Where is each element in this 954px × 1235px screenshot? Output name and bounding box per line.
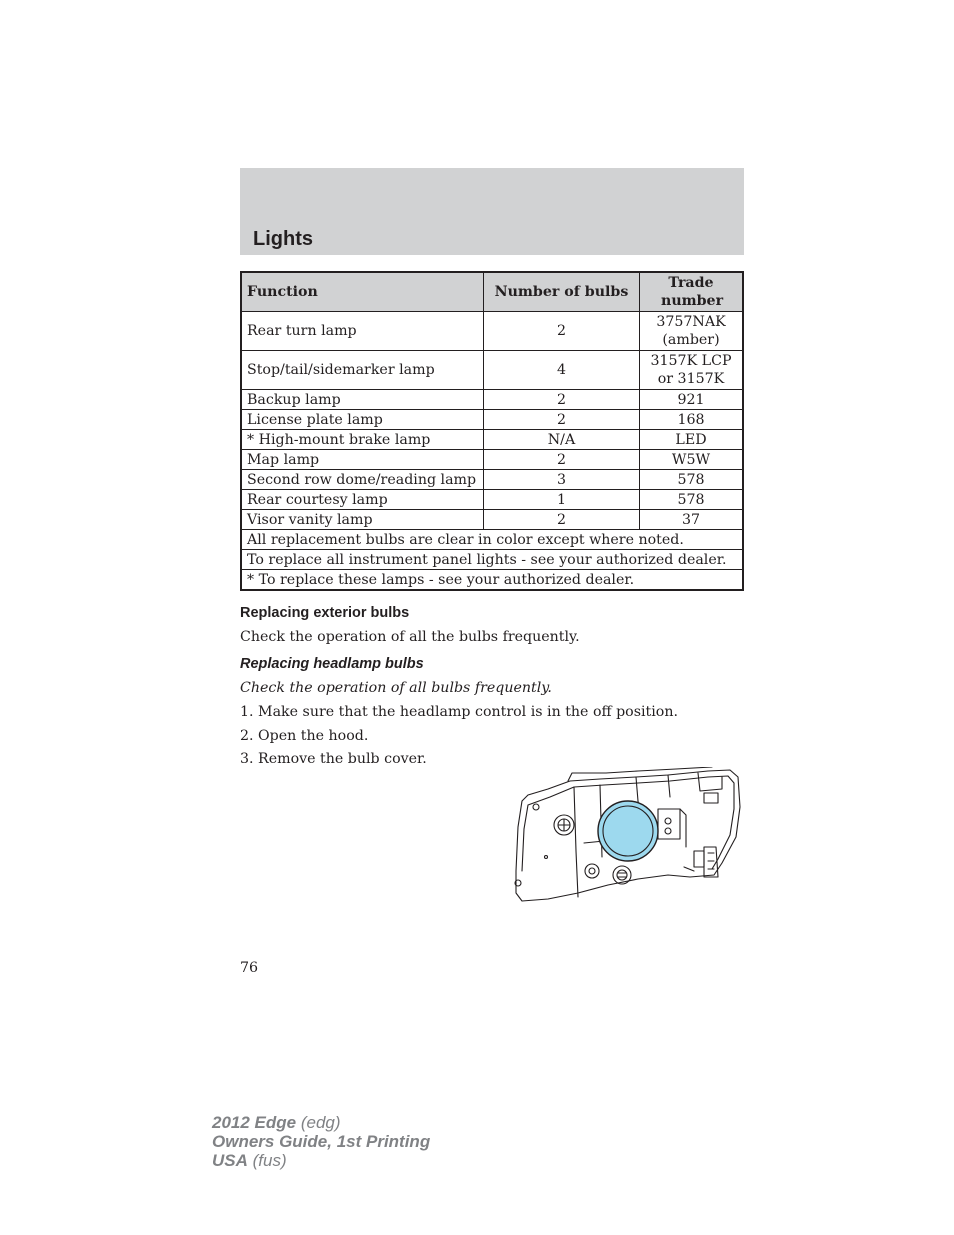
function-cell: Map lamp: [241, 450, 484, 470]
table-row: [241, 430, 743, 450]
table-row: [241, 410, 743, 430]
trade-cell: 578: [640, 470, 744, 490]
bulbs-cell: 1: [484, 490, 640, 510]
function-cell: License plate lamp: [241, 410, 484, 430]
headlamp-assembly-illustration: [508, 767, 744, 903]
trade-cell: W5W: [640, 450, 744, 470]
trade-line: 3157K LCP: [650, 353, 732, 369]
step-item: 2. Open the hood.: [240, 728, 369, 744]
bulbs-cell: 2: [484, 450, 640, 470]
table-note-row: [241, 550, 743, 570]
trade-header-text: Trade number: [661, 275, 724, 309]
trade-cell: [640, 312, 744, 351]
bulb-table: [240, 271, 744, 591]
column-header-function: Function: [241, 272, 484, 312]
table-note-row: [241, 570, 743, 591]
footer-line: [212, 1151, 430, 1170]
table-note: To replace all instrument panel lights - see your authorized dealer.: [241, 550, 743, 570]
footer-publication-info: [212, 1113, 430, 1170]
table-header-row: [241, 272, 743, 312]
function-cell: Second row dome/reading lamp: [241, 470, 484, 490]
footer-line: [212, 1113, 430, 1132]
function-cell: Stop/tail/sidemarker lamp: [241, 351, 484, 390]
table-row: [241, 351, 743, 390]
function-cell: Rear courtesy lamp: [241, 490, 484, 510]
trade-line: (amber): [662, 332, 720, 348]
table-note-row: [241, 530, 743, 550]
footer-model-code: (edg): [300, 1113, 341, 1132]
function-cell: Rear turn lamp: [241, 312, 484, 351]
section-title: Lights: [253, 228, 313, 250]
footer-guide: Owners Guide, 1st Printing: [212, 1132, 431, 1151]
table-row: [241, 312, 743, 351]
table-note: * To replace these lamps - see your authorized dealer.: [241, 570, 743, 591]
trade-cell: 168: [640, 410, 744, 430]
trade-cell: 37: [640, 510, 744, 530]
table-row: [241, 510, 743, 530]
table-row: [241, 490, 743, 510]
section-heading: Replacing exterior bulbs: [240, 605, 410, 621]
section-header-band: [240, 168, 744, 255]
italic-note: Check the operation of all bulbs frequently.: [240, 680, 552, 696]
bulbs-cell: 3: [484, 470, 640, 490]
trade-cell: [640, 351, 744, 390]
step-item: 1. Make sure that the headlamp control is in the off position.: [240, 704, 678, 720]
table-row: [241, 450, 743, 470]
trade-line: or 3157K: [657, 371, 725, 387]
step-item: 3. Remove the bulb cover.: [240, 751, 427, 767]
bulbs-cell: 2: [484, 510, 640, 530]
function-cell: Backup lamp: [241, 390, 484, 410]
column-header-bulbs: Number of bulbs: [484, 272, 640, 312]
trade-line: 3757NAK: [656, 314, 726, 330]
bulbs-cell: 2: [484, 390, 640, 410]
bulbs-cell: 4: [484, 351, 640, 390]
trade-cell: 578: [640, 490, 744, 510]
subsection-heading: Replacing headlamp bulbs: [240, 656, 424, 672]
function-cell: * High-mount brake lamp: [241, 430, 484, 450]
trade-cell: 921: [640, 390, 744, 410]
trade-cell: LED: [640, 430, 744, 450]
bulbs-cell: N/A: [484, 430, 640, 450]
footer-line: [212, 1132, 430, 1151]
intro-paragraph: Check the operation of all the bulbs frequently.: [240, 629, 580, 645]
bulbs-cell: 2: [484, 312, 640, 351]
footer-market-code: (fus): [252, 1151, 287, 1170]
table-row: [241, 470, 743, 490]
page-number: 76: [240, 960, 259, 976]
footer-model: 2012 Edge: [212, 1113, 297, 1132]
column-header-trade: [640, 272, 744, 312]
function-cell: Visor vanity lamp: [241, 510, 484, 530]
table-note: All replacement bulbs are clear in color except where noted.: [241, 530, 743, 550]
footer-market: USA: [212, 1151, 248, 1170]
bulbs-cell: 2: [484, 410, 640, 430]
table-row: [241, 390, 743, 410]
